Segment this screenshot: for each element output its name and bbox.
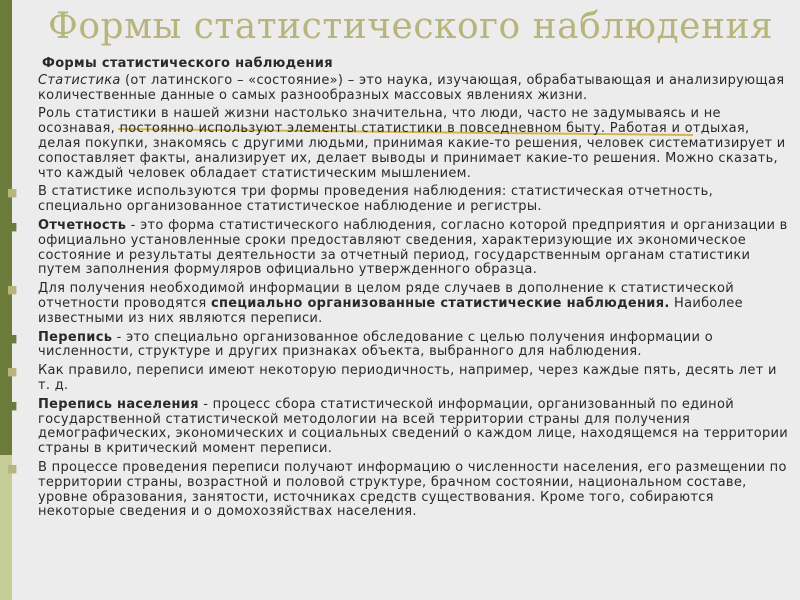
periodicity-paragraph xyxy=(7,363,792,394)
square-bullet-icon: ■ xyxy=(7,398,18,412)
slide-sidebar-accent xyxy=(0,455,12,600)
reporting-text: - это форма статистического наблюдения, согласно которой предприятия и организации в официально установленные сроки предоставляют сведения, характеризующие их экономическое состояние и результаты деятельности за отчетный период, государственным органам статистики путем заполнения формуляров официально утвержденного образца. xyxy=(38,217,788,278)
population-census-paragraph xyxy=(7,396,792,457)
population-census-term: Перепись населения xyxy=(38,396,199,412)
slide-title: Формы статистического наблюдения xyxy=(48,6,774,47)
reporting-paragraph xyxy=(7,217,792,278)
square-bullet-icon: ■ xyxy=(7,219,18,233)
forms-paragraph xyxy=(7,184,792,215)
census-text: - это специально организованное обследование с целью получения информации о численности, структуре и других признаках объекта, выбранного для наблюдения. xyxy=(38,329,713,360)
square-bullet-icon: ■ xyxy=(7,186,18,200)
forms-text: В статистике используются три формы проведения наблюдения: статистическая отчетность, специально организованное статистическое наблюдение и регистры. xyxy=(38,184,714,215)
definition-term: Статистика xyxy=(38,72,121,88)
slide-content xyxy=(7,56,792,520)
square-bullet-icon: ■ xyxy=(7,283,18,297)
content-heading: Формы статистического наблюдения xyxy=(42,56,333,71)
square-bullet-icon: ■ xyxy=(7,461,18,475)
census-paragraph xyxy=(7,329,792,361)
square-bullet-icon: ■ xyxy=(7,365,18,379)
census-term: Перепись xyxy=(38,329,113,345)
special-text-before: Для получения необходимой информации в целом ряде случаев в дополнение к статистической отчетности проводятся xyxy=(38,281,735,311)
definition-text: (от латинского – «состояние») – это наука, изучающая, обрабатывающая и анализирующая количественные данные о самых разнообразных массовых явлениях жизни. xyxy=(38,72,785,103)
special-text-after: Наиболее известными из них являются переписи. xyxy=(38,295,743,326)
square-bullet-icon: ■ xyxy=(7,331,18,345)
process-paragraph xyxy=(7,459,792,520)
population-census-text: - процесс сбора статистической информации, организованный по единой государственной статистической методологии на всей территории страны для получения демографических, экономических и социальных сведений о каждом лице, находящемся на территории страны в критический момент переписи. xyxy=(38,396,789,457)
periodicity-text: Как правило, переписи имеют некоторую периодичность, например, через каждые пять, десять лет и т. д. xyxy=(38,363,777,393)
definition-paragraph xyxy=(38,74,792,104)
process-text: В процессе проведения переписи получают информацию о численности населения, его размещении по территории страны, возрастной и половой структуре, брачном состоянии, национальном составе, уровне образования, занятости, источниках средств существования. Кроме того, собираются некоторые сведения и о домохозяйствах населения. xyxy=(38,459,787,520)
role-paragraph: Роль статистики в нашей жизни настолько значительна, что люди, часто не задумываясь и не осознавая, постоянно используют элементы статистики в повседневном быту. Работая и отдыхая, делая покупки, знакомясь с другими людьми, принимая какие-то решения, человек систематизирует и сопоставляет факты, анализирует их, делает выводы и принимает какие-то решения. Можно сказать, что каждый человек обладает статистическим мышлением. xyxy=(38,106,786,181)
special-term: специально организованные статистические наблюдения. xyxy=(210,295,670,311)
reporting-term: Отчетность xyxy=(38,217,127,233)
special-paragraph xyxy=(7,281,792,326)
